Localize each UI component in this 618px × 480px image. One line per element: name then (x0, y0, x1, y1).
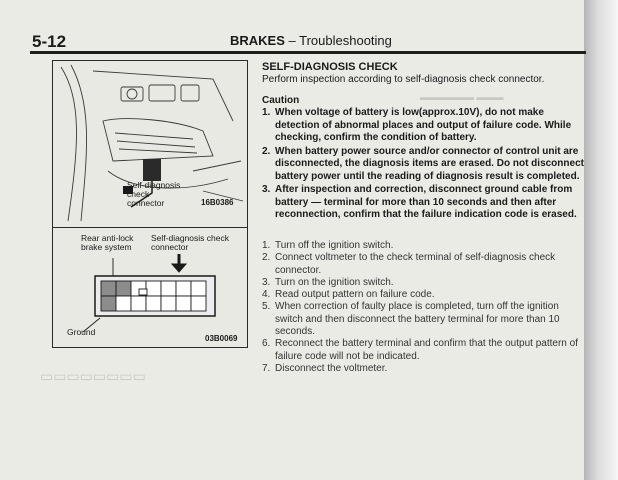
procedure-step: 3. Turn on the ignition switch. (262, 276, 394, 288)
caution-heading: Caution (262, 95, 300, 106)
caution-list (262, 107, 584, 223)
caution-item: 2. When battery power source and/or connector of control unit are disconnected, the diagnosis items are erased. Do not disconnect battery power until the reading of diagnosis result is completed. (262, 145, 584, 182)
connector-face (95, 276, 215, 316)
procedure-step: 1. Turn off the ignition switch. (262, 240, 394, 251)
abs-label: Rear anti-lock brake system (81, 233, 134, 252)
procedure-step: 4. Read output pattern on failure code. (262, 289, 435, 301)
header-title-text: BRAKES (230, 33, 285, 48)
figure-code-top: 16B0386 (201, 198, 234, 207)
section-title: SELF-DIAGNOSIS CHECK (262, 61, 398, 73)
page-number: 5-12 (32, 32, 67, 51)
procedure-steps (262, 240, 584, 375)
show-through-text: ▬▬▬▬▬▬ ▬▬▬ (420, 92, 504, 102)
show-through-text: ▭▭▭▭▭▭▭▭ (40, 368, 146, 384)
figure-code-bottom: 03B0069 (205, 334, 238, 343)
check-connector-label: Self-diagnosis check connector (151, 233, 229, 252)
header-subtitle-text: – Troubleshooting (288, 33, 392, 48)
procedure-step: 6. Reconnect the battery terminal and confirm that the output pattern of failure code will not be indicated. (262, 338, 578, 362)
page-header-title (230, 33, 392, 48)
procedure-step: 7. Disconnect the voltmeter. (262, 362, 388, 374)
header-rule (30, 51, 586, 54)
dashboard-illustration (53, 61, 247, 226)
page-edge-shadow (584, 0, 618, 480)
ground-label: Ground (67, 327, 96, 337)
procedure-step: 5. When correction of faulty place is completed, turn off the ignition switch and then disconnect the battery terminal for more than 10 seconds. (262, 301, 560, 338)
connector-pinout-illustration (53, 228, 247, 347)
caution-item: 3. After inspection and correction, disconnect ground cable from battery — terminal for more than 10 seconds and then after reconnection, confirm that the failure indication code is erased. (262, 184, 577, 220)
connector-label: Self-diagnosis check connector (127, 180, 181, 208)
illustration-box (52, 60, 248, 348)
caution-item: 1. When voltage of battery is low(approx.10V), do not make detection of abnormal places and output of failure code. While checking, confirm the condition of battery. (262, 107, 572, 143)
connector-shape (143, 159, 161, 181)
intro-text: Perform inspection according to self-diagnosis check connector. (262, 74, 545, 85)
procedure-step: 2. Connect voltmeter to the check terminal of self-diagnosis check connector. (262, 252, 556, 276)
